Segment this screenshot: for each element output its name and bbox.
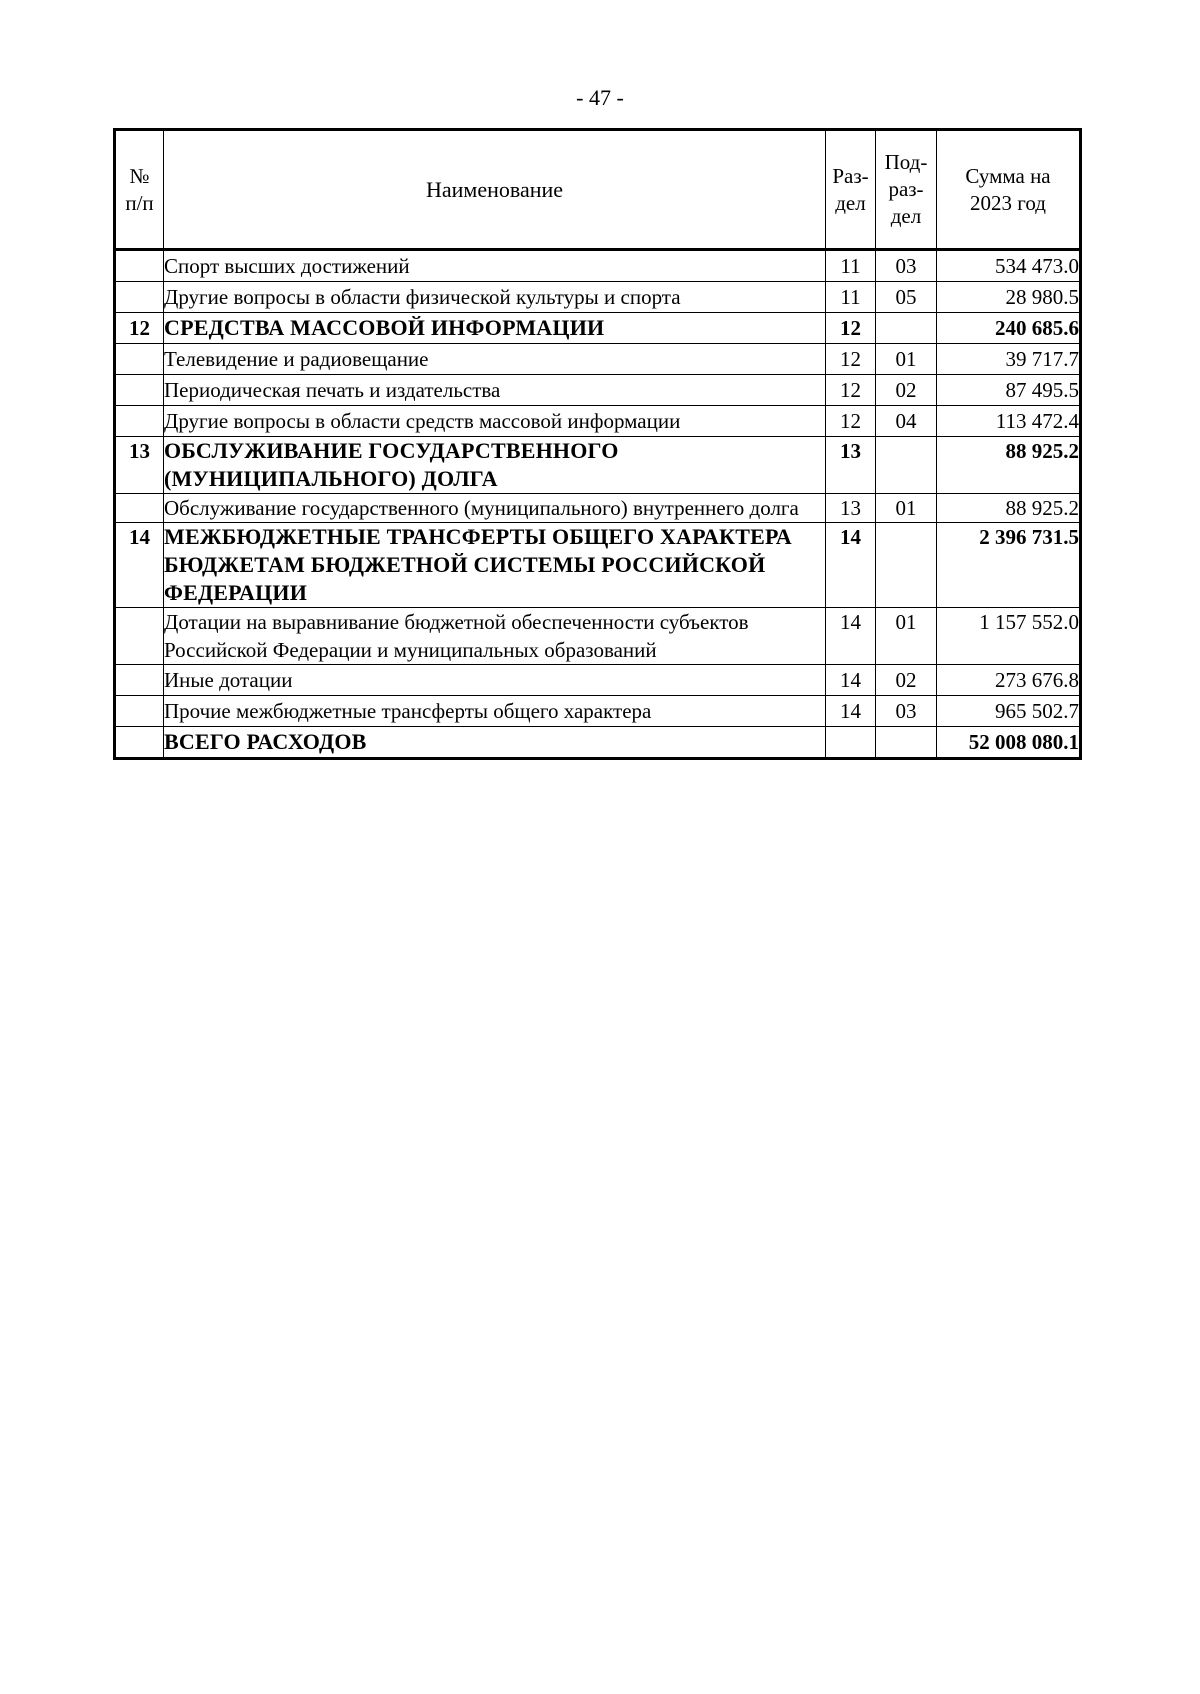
row-name: Телевидение и радиовещание (164, 344, 826, 375)
row-razdel: 14 (826, 523, 876, 608)
row-podrazdel (876, 727, 937, 759)
row-sum: 39 717.7 (937, 344, 1081, 375)
row-razdel: 11 (826, 282, 876, 313)
row-num (115, 250, 164, 282)
row-name: МЕЖБЮДЖЕТНЫЕ ТРАНСФЕРТЫ ОБЩЕГО ХАРАКТЕРА БЮДЖЕТАМ БЮДЖЕТНОЙ СИСТЕМЫ РОССИЙСКОЙ ФЕДЕРАЦИИ (164, 523, 826, 608)
header-sum: Сумма на 2023 год (937, 130, 1081, 250)
row-name: Дотации на выравнивание бюджетной обеспеченности субъектов Российской Федерации и муниципальных образований (164, 608, 826, 665)
row-sum: 273 676.8 (937, 665, 1081, 696)
row-podrazdel: 01 (876, 608, 937, 665)
header-name: Наименование (164, 130, 826, 250)
table-row (115, 406, 1081, 437)
table-row-section (115, 437, 1081, 494)
row-name: Иные дотации (164, 665, 826, 696)
row-name: Прочие межбюджетные трансферты общего характера (164, 696, 826, 727)
row-podrazdel (876, 313, 937, 344)
row-num (115, 406, 164, 437)
table-row (115, 696, 1081, 727)
row-num: 12 (115, 313, 164, 344)
row-razdel: 14 (826, 665, 876, 696)
header-podrazdel: Под- раз- дел (876, 130, 937, 250)
row-podrazdel: 02 (876, 375, 937, 406)
row-num (115, 665, 164, 696)
row-num (115, 608, 164, 665)
header-num: № п/п (115, 130, 164, 250)
table-row (115, 250, 1081, 282)
row-podrazdel: 04 (876, 406, 937, 437)
row-podrazdel: 01 (876, 344, 937, 375)
page-number: - 47 - (576, 85, 624, 110)
row-name: Спорт высших достижений (164, 250, 826, 282)
row-num (115, 696, 164, 727)
row-num (115, 727, 164, 759)
row-num (115, 344, 164, 375)
row-num (115, 375, 164, 406)
row-name: ВСЕГО РАСХОДОВ (164, 727, 826, 759)
row-sum: 113 472.4 (937, 406, 1081, 437)
table-header-row (115, 130, 1081, 250)
row-razdel: 14 (826, 696, 876, 727)
row-podrazdel: 01 (876, 494, 937, 523)
row-name: ОБСЛУЖИВАНИЕ ГОСУДАРСТВЕННОГО (МУНИЦИПАЛЬНОГО) ДОЛГА (164, 437, 826, 494)
row-name: Другие вопросы в области физической культуры и спорта (164, 282, 826, 313)
table-row-section (115, 523, 1081, 608)
row-podrazdel: 03 (876, 696, 937, 727)
row-sum: 52 008 080.1 (937, 727, 1081, 759)
row-num (115, 282, 164, 313)
row-sum: 87 495.5 (937, 375, 1081, 406)
row-sum: 88 925.2 (937, 494, 1081, 523)
row-sum: 2 396 731.5 (937, 523, 1081, 608)
row-name: Обслуживание государственного (муниципального) внутреннего долга (164, 494, 826, 523)
row-podrazdel: 05 (876, 282, 937, 313)
row-sum: 28 980.5 (937, 282, 1081, 313)
row-sum: 88 925.2 (937, 437, 1081, 494)
row-num: 13 (115, 437, 164, 494)
row-podrazdel (876, 437, 937, 494)
row-sum: 1 157 552.0 (937, 608, 1081, 665)
row-name: Периодическая печать и издательства (164, 375, 826, 406)
row-podrazdel (876, 523, 937, 608)
row-razdel: 12 (826, 344, 876, 375)
row-num: 14 (115, 523, 164, 608)
row-sum: 534 473.0 (937, 250, 1081, 282)
table-row (115, 608, 1081, 665)
row-razdel (826, 727, 876, 759)
table-row (115, 375, 1081, 406)
row-razdel: 13 (826, 494, 876, 523)
table-row (115, 665, 1081, 696)
row-num (115, 494, 164, 523)
row-podrazdel: 02 (876, 665, 937, 696)
row-razdel: 12 (826, 406, 876, 437)
row-sum: 240 685.6 (937, 313, 1081, 344)
table-row-section (115, 313, 1081, 344)
budget-table (113, 128, 1082, 760)
row-name: СРЕДСТВА МАССОВОЙ ИНФОРМАЦИИ (164, 313, 826, 344)
row-razdel: 12 (826, 313, 876, 344)
table-row-total (115, 727, 1081, 759)
table-body (115, 250, 1081, 759)
row-razdel: 13 (826, 437, 876, 494)
row-razdel: 14 (826, 608, 876, 665)
row-podrazdel: 03 (876, 250, 937, 282)
header-razdel: Раз- дел (826, 130, 876, 250)
row-razdel: 12 (826, 375, 876, 406)
row-sum: 965 502.7 (937, 696, 1081, 727)
row-name: Другие вопросы в области средств массовой информации (164, 406, 826, 437)
table-row (115, 344, 1081, 375)
row-razdel: 11 (826, 250, 876, 282)
table-row (115, 282, 1081, 313)
table-row (115, 494, 1081, 523)
